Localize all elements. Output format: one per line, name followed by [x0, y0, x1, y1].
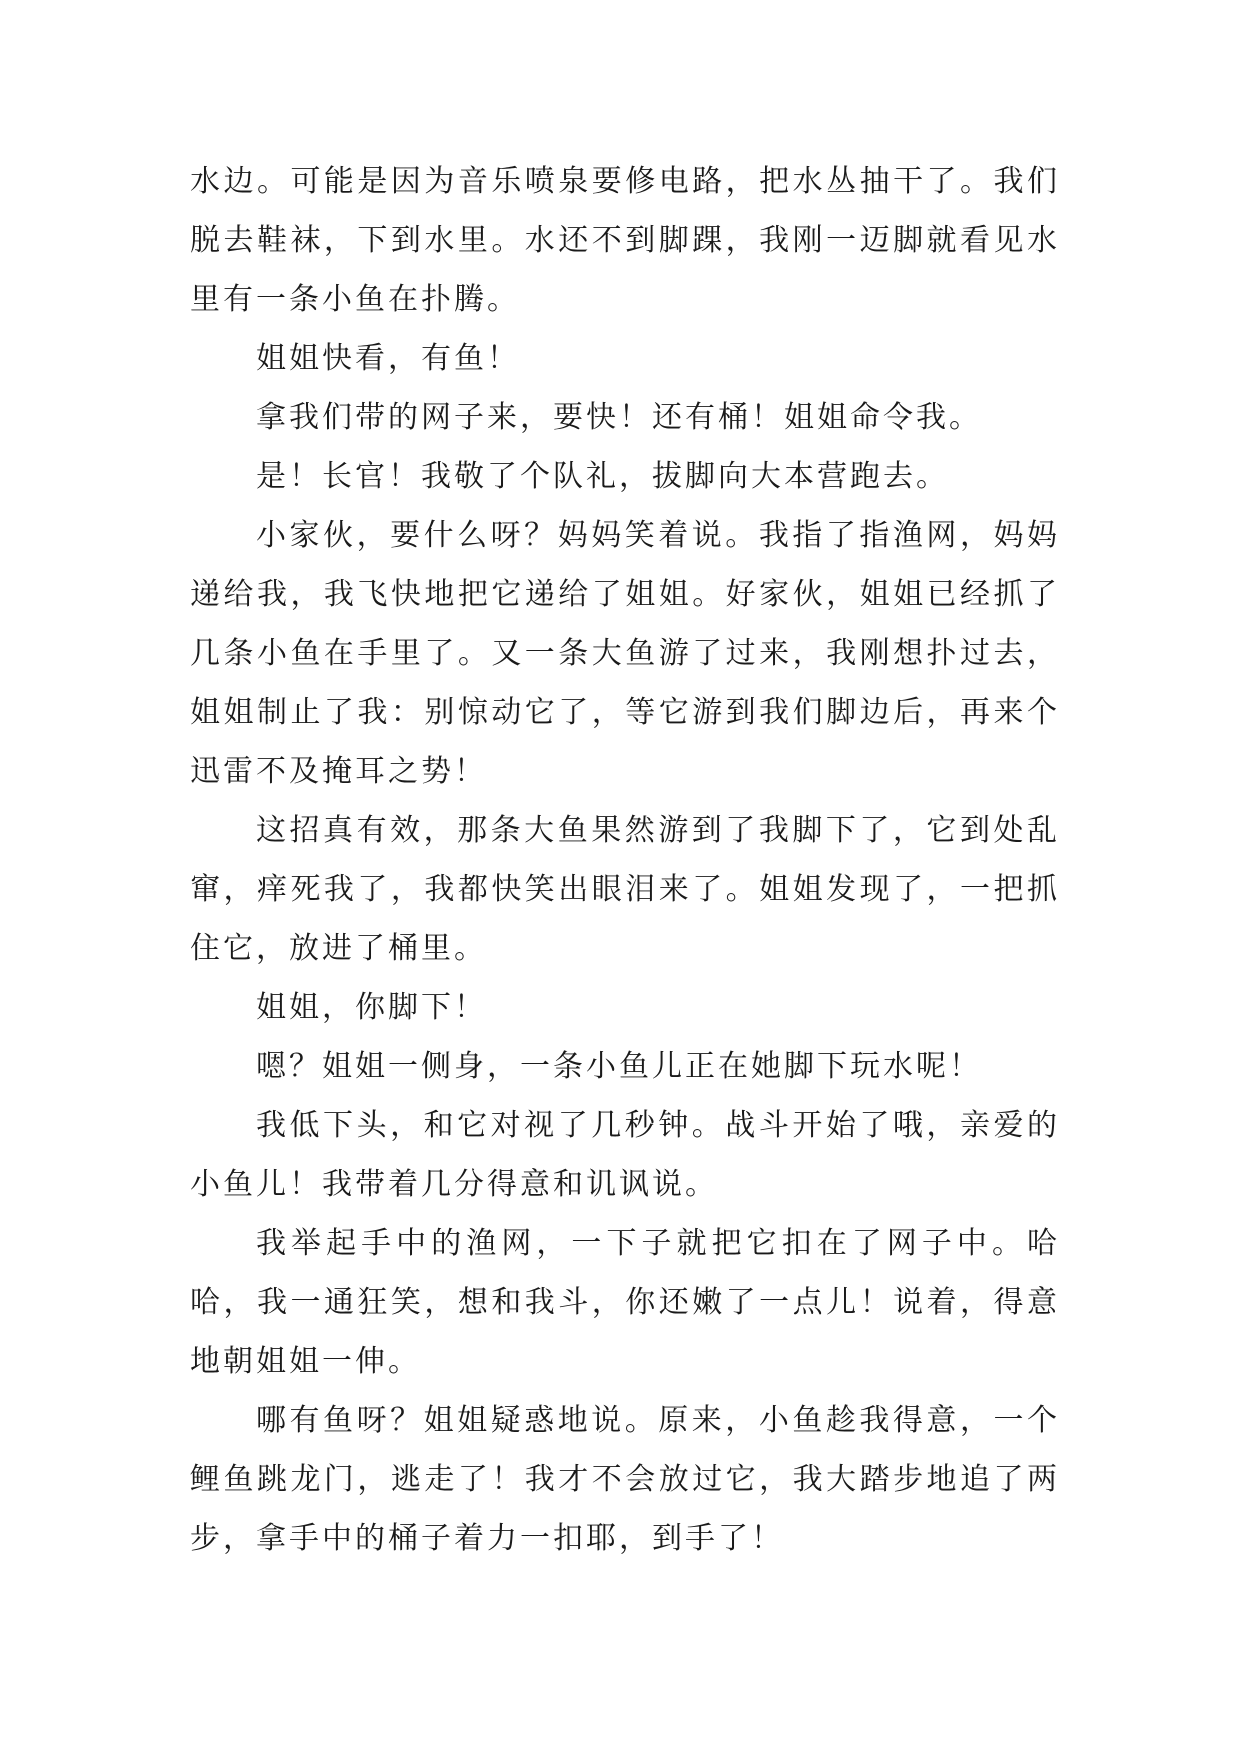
paragraph: 我低下头，和它对视了几秒钟。战斗开始了哦，亲爱的小鱼儿！我带着几分得意和讥讽说。 [190, 1108, 1060, 1202]
document-page [190, 152, 1060, 1568]
paragraph: 拿我们带的网子来，要快！还有桶！姐姐命令我。 [256, 400, 982, 435]
paragraph: 姐姐，你脚下！ [256, 990, 487, 1025]
paragraph: 水边。可能是因为音乐喷泉要修电路，把水丛抽干了。我们脱去鞋袜，下到水里。水还不到脚踝，我刚一迈脚就看见水里有一条小鱼在扑腾。 [190, 164, 1060, 317]
paragraph: 嗯？姐姐一侧身，一条小鱼儿正在她脚下玩水呢！ [256, 1049, 982, 1084]
paragraph: 这招真有效，那条大鱼果然游到了我脚下了，它到处乱窜，痒死我了，我都快笑出眼泪来了。姐姐发现了，一把抓住它，放进了桶里。 [190, 813, 1060, 966]
paragraph: 我举起手中的渔网，一下子就把它扣在了网子中。哈哈，我一通狂笑，想和我斗，你还嫩了一点儿！说着，得意地朝姐姐一伸。 [190, 1226, 1060, 1379]
paragraph: 是！长官！我敬了个队礼，拔脚向大本营跑去。 [256, 459, 949, 494]
paragraph: 小家伙，要什么呀？妈妈笑着说。我指了指渔网，妈妈递给我，我飞快地把它递给了姐姐。好家伙，姐姐已经抓了几条小鱼在手里了。又一条大鱼游了过来，我刚想扑过去，姐姐制止了我：别惊动它了，等它游到我们脚边后，再来个迅雷不及掩耳之势！ [190, 518, 1060, 789]
paragraph: 哪有鱼呀？姐姐疑惑地说。原来，小鱼趁我得意，一个鲤鱼跳龙门，逃走了！我才不会放过它，我大踏步地追了两步，拿手中的桶子着力一扣耶，到手了！ [190, 1403, 1060, 1556]
paragraph: 姐姐快看，有鱼！ [256, 341, 520, 376]
